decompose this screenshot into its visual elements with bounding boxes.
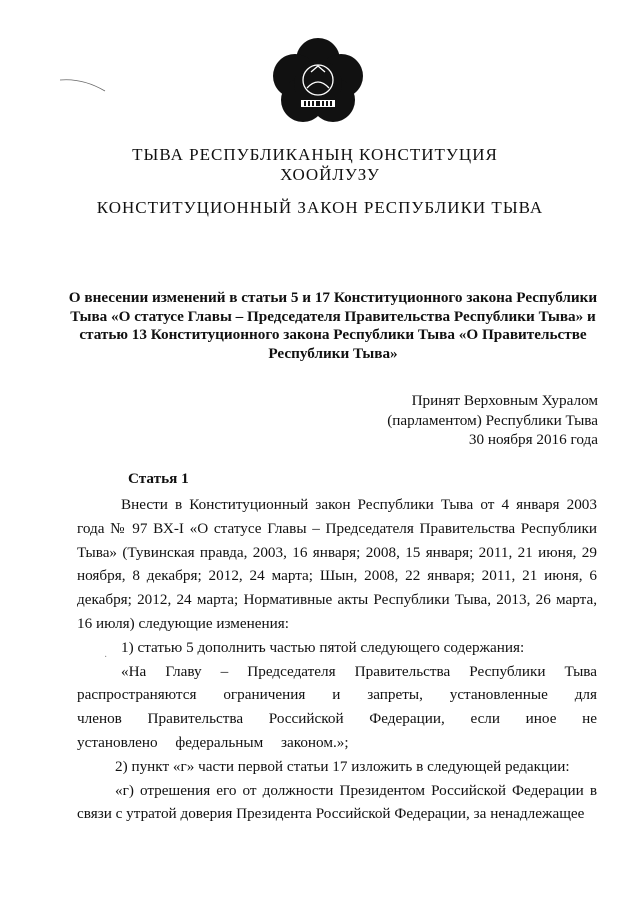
header-russian-title: КОНСТИТУЦИОННЫЙ ЗАКОН РЕСПУБЛИКИ ТЫВА [96,198,544,217]
header-tyvan-title: ТЫВА РЕСПУБЛИКАНЫҢ КОНСТИТУЦИЯ [132,145,498,164]
scan-stroke-mark [58,74,108,94]
amendment-quote-1: «На Главу – Председателя Правительства Республики Тыва распространяются ограничения и запреты, установленные для членов Правительства Российской Федерации, если иное не установлено федеральным законом.»; [77,662,597,751]
header-tyvan-subtitle: ХООЙЛУЗУ [280,165,380,184]
amendment-item-2: 2) пункт «г» части первой статьи 17 изложить в следующей редакции: [115,757,570,775]
adoption-line-1: Принят Верховным Хуралом [411,392,598,409]
scan-speck: · [104,652,108,663]
article-intro-paragraph: Внести в Конституционный закон Республики Тыва от 4 января 2003 года № 97 ВХ-I «О статусе Главы – Председателя Правительства Республики Тыва» (Тувинская правда, 2003, 16 января; 2008, 15 января; 2011, 21 июня, 29 ноября, 8 декабря; 2012, 24 марта; Шын, 2008, 22 января; 2011, 21 июня, 6 декабря; 2012, 24 марта; Нормативные акты Республики Тыва, 2013, 26 марта, 16 июля) следующие изменения: [77,496,597,632]
emblem-icon [271,36,365,126]
law-title: О внесении изменений в статьи 5 и 17 Конституционного закона Республики Тыва «О статусе Главы – Председателя Правительства Республики Тыва» и статью 13 Конституционного закона Республики Тыва «О Правительстве Республики Тыва» [68,289,598,362]
amendment-quote-2: «г) отрешения его от должности Президентом Российской Федерации в связи с утратой доверия Президента Российской Федерации, за ненадлежащее [77,781,597,823]
amendment-item-1: 1) статью 5 дополнить частью пятой следующего содержания: [121,638,525,656]
adoption-block [298,391,598,450]
article-body [77,493,597,826]
adoption-date: 30 ноября 2016 года [468,431,598,448]
adoption-line-2: (парламентом) Республики Тыва [387,411,598,429]
article-heading: Статья 1 [128,470,189,487]
